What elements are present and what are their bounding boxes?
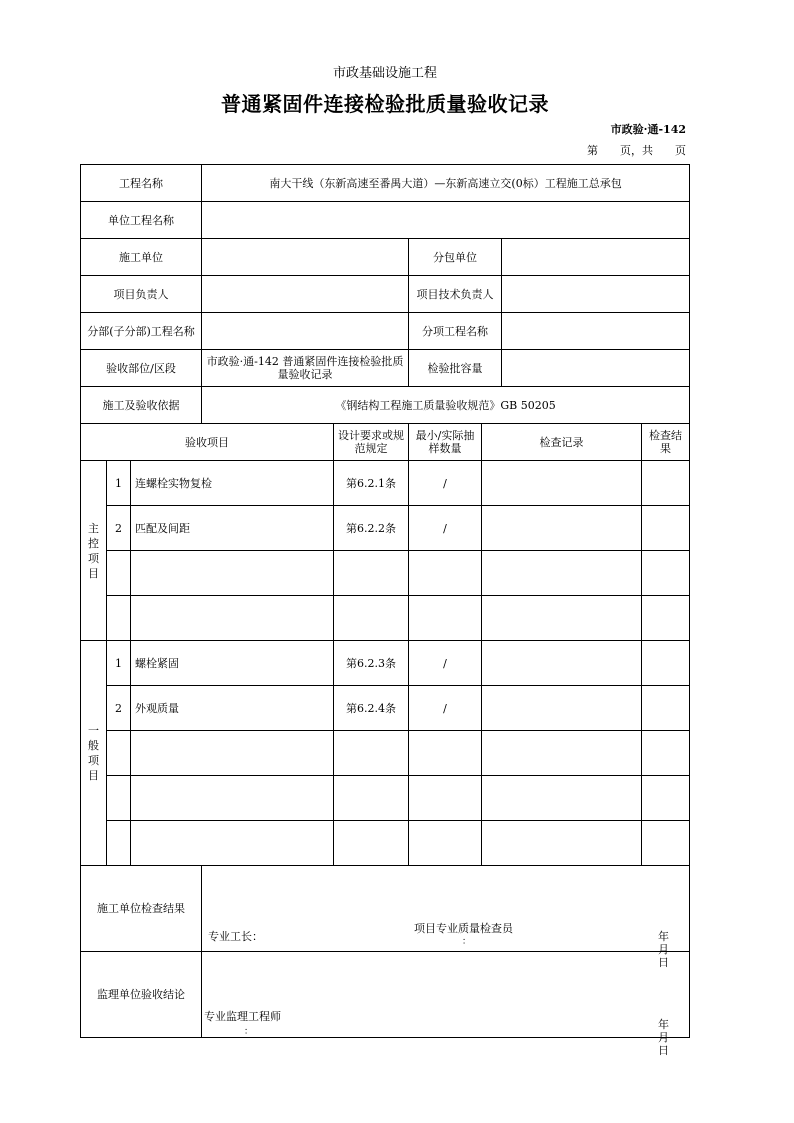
unit-project-value — [202, 202, 690, 239]
row-sample — [409, 731, 482, 776]
row-clause — [334, 596, 409, 641]
foreman-label: 专业工长： — [208, 930, 264, 943]
row-sample — [409, 551, 482, 596]
basis-row — [81, 387, 690, 424]
row-record — [482, 686, 642, 731]
main-control-label: 主控项目 — [81, 461, 107, 641]
tech-manager-label: 项目技术负责人 — [409, 276, 502, 313]
row-record — [482, 596, 642, 641]
row-item-name — [131, 596, 334, 641]
supervisor-check-label: 监理单位验收结论 — [81, 952, 202, 1038]
row-item-name: 外观质量 — [131, 686, 334, 731]
column-header-row — [81, 424, 690, 461]
form-code: 市政验·通-142 — [610, 123, 686, 136]
row-item-name — [131, 551, 334, 596]
row-record — [482, 776, 642, 821]
row-clause: 第6.2.1条 — [334, 461, 409, 506]
row-record — [482, 461, 642, 506]
row-no — [107, 596, 131, 641]
general-row — [81, 686, 690, 731]
section-value: 市政验·通-142 普通紧固件连接检验批质量验收记录 — [202, 350, 409, 387]
row-clause: 第6.2.3条 — [334, 641, 409, 686]
basis-value: 《钢结构工程施工质量验收规范》GB 50205 — [202, 387, 690, 424]
row-no: 1 — [107, 641, 131, 686]
page-number-line: 第 页，共 页 — [587, 144, 686, 157]
row-item-name: 匹配及间距 — [131, 506, 334, 551]
subcontractor-label: 分包单位 — [409, 239, 502, 276]
row-record — [482, 821, 642, 866]
sub-division-label: 分部(子分部)工程名称 — [81, 313, 202, 350]
row-result — [642, 596, 690, 641]
row-item-name: 连螺栓实物复检 — [131, 461, 334, 506]
project-name-value: 南大干线（东新高速至番禺大道）—东新高速立交(0标）工程施工总承包 — [202, 165, 690, 202]
section-label: 验收部位/区段 — [81, 350, 202, 387]
main-control-row — [81, 596, 690, 641]
general-row — [81, 821, 690, 866]
col-header-design-req: 设计要求或规范规定 — [334, 424, 409, 461]
col-header-result: 检查结果 — [642, 424, 690, 461]
supervisor-date: 年 月 日 — [658, 1018, 681, 1057]
contractor-check-area — [202, 866, 690, 969]
row-sample — [409, 776, 482, 821]
row-record — [482, 506, 642, 551]
contractor-row — [81, 239, 690, 276]
row-result — [642, 686, 690, 731]
row-no — [107, 821, 131, 866]
row-no: 2 — [107, 506, 131, 551]
inspection-record-table — [80, 164, 690, 1057]
quality-inspector-label: 项目专业质量检查员 — [414, 922, 514, 935]
row-result — [642, 551, 690, 596]
row-clause — [334, 551, 409, 596]
row-no: 2 — [107, 686, 131, 731]
row-clause — [334, 731, 409, 776]
row-item-name — [131, 731, 334, 776]
row-clause: 第6.2.4条 — [334, 686, 409, 731]
row-sample: / — [409, 641, 482, 686]
basis-label: 施工及验收依据 — [81, 387, 202, 424]
section-row — [81, 350, 690, 387]
general-row — [81, 731, 690, 776]
project-manager-value — [202, 276, 409, 313]
sub-division-value — [202, 313, 409, 350]
row-no: 1 — [107, 461, 131, 506]
row-item-name: 螺栓紧固 — [131, 641, 334, 686]
row-no — [107, 776, 131, 821]
row-sample: / — [409, 506, 482, 551]
quality-inspector-colon: ： — [462, 937, 472, 947]
row-result — [642, 641, 690, 686]
row-clause — [334, 776, 409, 821]
supervisor-check-area — [202, 952, 690, 1057]
row-item-name — [131, 821, 334, 866]
general-row — [81, 776, 690, 821]
row-sample — [409, 821, 482, 866]
division-row — [81, 313, 690, 350]
row-clause: 第6.2.2条 — [334, 506, 409, 551]
project-name-row — [81, 165, 690, 202]
contractor-date: 年 月 日 — [658, 930, 681, 969]
contractor-label: 施工单位 — [81, 239, 202, 276]
row-result — [642, 821, 690, 866]
contractor-check-row — [81, 866, 690, 952]
row-record — [482, 641, 642, 686]
sub-item-label: 分项工程名称 — [409, 313, 502, 350]
manager-row — [81, 276, 690, 313]
row-clause — [334, 821, 409, 866]
sub-item-value — [502, 313, 690, 350]
row-result — [642, 731, 690, 776]
row-sample: / — [409, 461, 482, 506]
unit-project-label: 单位工程名称 — [81, 202, 202, 239]
project-name-label: 工程名称 — [81, 165, 202, 202]
project-manager-label: 项目负责人 — [81, 276, 202, 313]
supervisor-check-row — [81, 952, 690, 1038]
main-control-row — [81, 461, 690, 506]
supervising-engineer-colon: ： — [244, 1027, 254, 1037]
main-control-row — [81, 506, 690, 551]
col-header-record: 检查记录 — [482, 424, 642, 461]
row-sample: / — [409, 686, 482, 731]
col-header-item: 验收项目 — [81, 424, 334, 461]
general-label: 一般项目 — [81, 641, 107, 866]
row-record — [482, 551, 642, 596]
row-result — [642, 776, 690, 821]
row-no — [107, 551, 131, 596]
supervising-engineer-label: 专业监理工程师 — [204, 1010, 282, 1023]
general-row — [81, 641, 690, 686]
contractor-value — [202, 239, 409, 276]
unit-project-row — [81, 202, 690, 239]
document-subtitle: 市政基础设施工程 — [332, 66, 437, 81]
contractor-check-label: 施工单位检查结果 — [81, 866, 202, 952]
row-sample — [409, 596, 482, 641]
row-record — [482, 731, 642, 776]
main-control-row — [81, 551, 690, 596]
row-result — [642, 461, 690, 506]
tech-manager-value — [502, 276, 690, 313]
row-no — [107, 731, 131, 776]
batch-capacity-label: 检验批容量 — [409, 350, 502, 387]
subcontractor-value — [502, 239, 690, 276]
row-result — [642, 506, 690, 551]
document-title: 普通紧固件连接检验批质量验收记录 — [221, 92, 549, 116]
col-header-sample: 最小/实际抽样数量 — [409, 424, 482, 461]
batch-capacity-value — [502, 350, 690, 387]
row-item-name — [131, 776, 334, 821]
